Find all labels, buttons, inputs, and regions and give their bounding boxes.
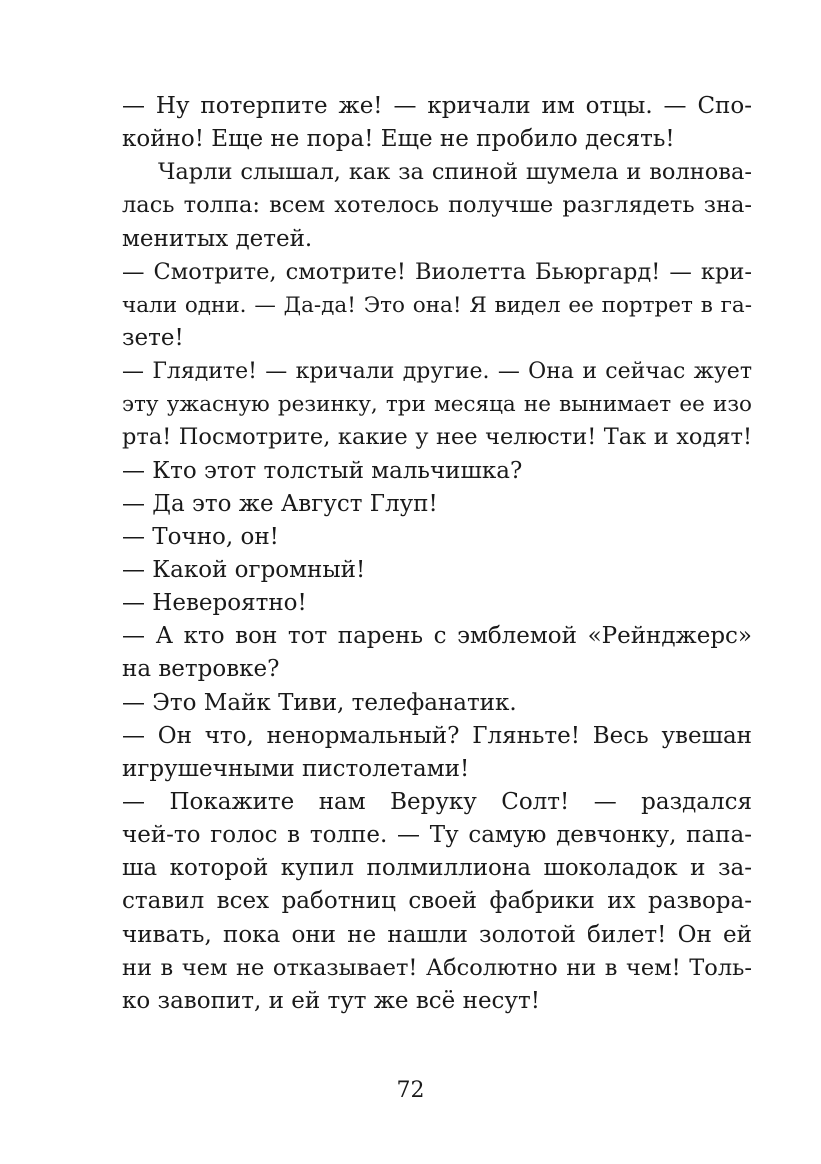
text-line: зете! xyxy=(122,324,184,351)
body-text xyxy=(122,90,752,1018)
text-line: — Глядите! — кричали другие. — Она и сейчас жует xyxy=(122,359,752,385)
text-line: — Кто этот толстый мальчишка? xyxy=(122,457,523,484)
text-line: эту ужасную резинку, три месяца не вынимает ее изо xyxy=(122,392,752,418)
text-line: чали одни. — Да-да! Это она! Я видел ее портрет в га- xyxy=(122,292,752,318)
text-line: ни в чем не отказывает! Абсолютно ни в чем! Толь- xyxy=(122,954,752,981)
text-line: на ветровке? xyxy=(122,656,280,683)
text-line: — Какой огромный! xyxy=(122,556,366,583)
text-line: ко завопит, и ей тут же всё несут! xyxy=(122,987,540,1014)
text-line: игрушечными пистолетами! xyxy=(122,755,470,782)
page-number: 72 xyxy=(396,1078,425,1103)
text-line: чей-то голос в толпе. — Ту самую девчонку, папа- xyxy=(122,822,752,849)
text-line: — Покажите нам Веруку Солт! — раздался xyxy=(122,788,752,815)
text-line: — Да это же Август Глуп! xyxy=(122,490,438,517)
text-line: ставил всех работниц своей фабрики их развора- xyxy=(122,888,752,915)
text-line: — Он что, ненормальный? Гляньте! Весь увешан xyxy=(122,722,752,749)
text-line: — Это Майк Тиви, телефанатик. xyxy=(122,689,517,716)
text-line: — Невероятно! xyxy=(122,590,307,617)
text-line: Чарли слышал, как за спиной шумела и волнова- xyxy=(158,159,752,186)
text-line: лась толпа: всем хотелось получше разглядеть зна- xyxy=(122,192,752,219)
text-line: — Точно, он! xyxy=(122,523,279,550)
text-line: ша которой купил полмиллиона шоколадок и за- xyxy=(122,855,752,882)
text-line: койно! Еще не пора! Еще не пробило десять! xyxy=(122,126,675,153)
text-line: — Смотрите, смотрите! Виолетта Бьюргард! — кри- xyxy=(122,258,752,285)
text-line: чивать, пока они не нашли золотой билет! Он ей xyxy=(122,921,752,948)
text-line: рта! Посмотрите, какие у нее челюсти! Так и ходят! xyxy=(122,424,752,451)
text-line: — Ну потерпите же! — кричали им отцы. — Спо- xyxy=(122,93,752,119)
text-line: менитых детей. xyxy=(122,225,313,252)
text-line: — А кто вон тот парень с эмблемой «Рейнджерс» xyxy=(122,623,752,650)
